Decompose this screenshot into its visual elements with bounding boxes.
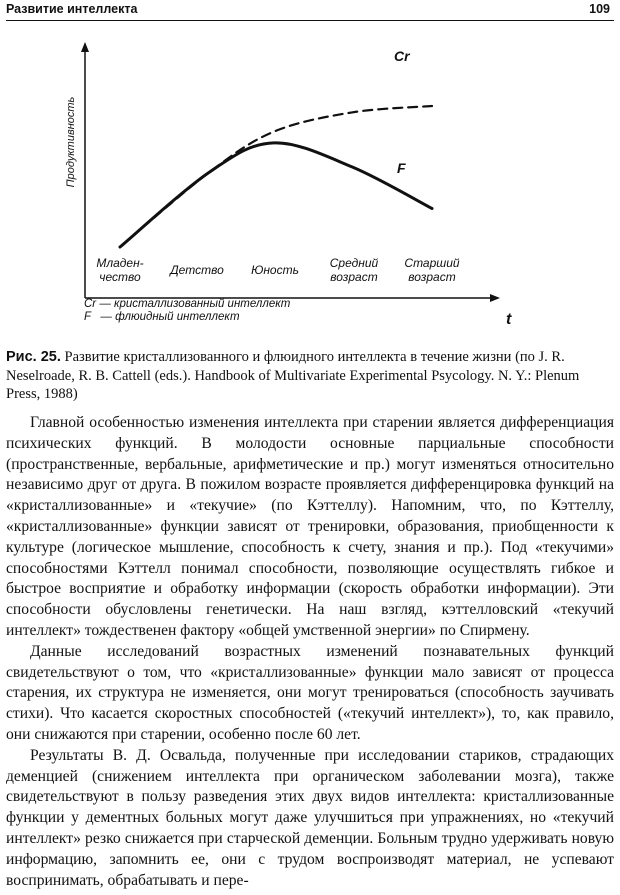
series-cr-label: Cr — [394, 48, 410, 64]
page-number: 109 — [589, 2, 610, 16]
chapter-title: Развитие интеллекта — [6, 2, 138, 16]
age-stage-label: чество — [99, 270, 141, 284]
chart-curves — [120, 106, 432, 247]
figure-label: Рис. 25. — [6, 349, 61, 365]
age-stage-label: Средний — [329, 256, 379, 270]
x-axis-arrow — [490, 294, 500, 302]
running-header — [6, 0, 614, 21]
age-stage-label: возраст — [330, 270, 378, 284]
figure-caption-text: Развитие кристаллизованного и флюидного интеллекта в течение жизни (по J. R. Neselroade, R. B. Cattell (eds.). Handbook of Multivariate Experimental Psycology. N. Y.: Plenum Press, 1988) — [6, 349, 580, 402]
paragraph-3: Результаты В. Д. Освальда, полученные при исследовании стариков, страдающих деменцией (снижением интеллекта при органическом заболевании мозга), также свидетельствуют в пользу разведения этих двух видов интеллекта: кристаллизованные функции у дементных больных могут даже улучшиться при упражнениях, но «текучий интеллект» резко снижается при старческой деменции. Больным трудно удерживать новую информацию, запомнить ее, они с трудом воспроизводят материал, не успевают воспринимать, обрабатывать и пере- — [6, 746, 614, 889]
intelligence-development-chart — [0, 22, 620, 340]
series-f-line — [120, 143, 432, 247]
y-axis-arrow — [81, 42, 89, 52]
age-stage-label: Младен- — [96, 256, 144, 270]
paragraph-1: Главной особенностью изменения интеллекта при старении является дифференциация психических функций. В молодости основные парциальные способности (пространственные, вербальные, арифметические и пр.) могут изменяться относительно независимо друг от друга. В пожилом возрасте проявляется дифференцировка функций на «кристаллизованные» и «текучие» (по Кэттеллу). Напомним, что, по Кэттеллу, «кристаллизованные» функции зависят от тренировки, образования, приобщенности к культуре (логическое мышление, способность к счету, знания и пр.). Под «текучими» способностями Кэттелл понимал способности, позволяющие осуществлять гибкое и быстрое восприятие и обработку информации (скорость обработки информации). Эти способности обусловлены генетически. На наш взгляд, кэттелловский «текучий интеллект» тождественен фактору «общей умственной энергии» по Спирмену. — [6, 414, 614, 639]
series-cr-line — [120, 106, 432, 247]
series-f-label: F — [397, 160, 406, 176]
x-axis-label: t — [506, 311, 512, 328]
age-stage-label: Старший — [404, 256, 460, 270]
legend-entry: F — флюидный интеллект — [84, 311, 240, 323]
age-stage-label: Юность — [251, 263, 299, 277]
body-text — [6, 413, 614, 891]
legend-entry: Cr — кристаллизованный интеллект — [84, 298, 291, 310]
age-stage-label: Детство — [170, 263, 224, 277]
figure-caption — [6, 348, 606, 404]
age-stage-label: возраст — [408, 270, 456, 284]
paragraph-2: Данные исследований возрастных изменений познавательных функций свидетельствуют о том, что «кристаллизованные» функции мало зависят от процесса старения, их структура не изменяется, они могут тренироваться (способность заучивать стихи). Что касается скоростных способностей («текучий интеллект»), то, как правило, они снижаются при старении, особенно после 60 лет. — [6, 642, 614, 743]
chart-labels — [65, 48, 512, 328]
y-axis-label: Продуктивность — [65, 96, 77, 188]
